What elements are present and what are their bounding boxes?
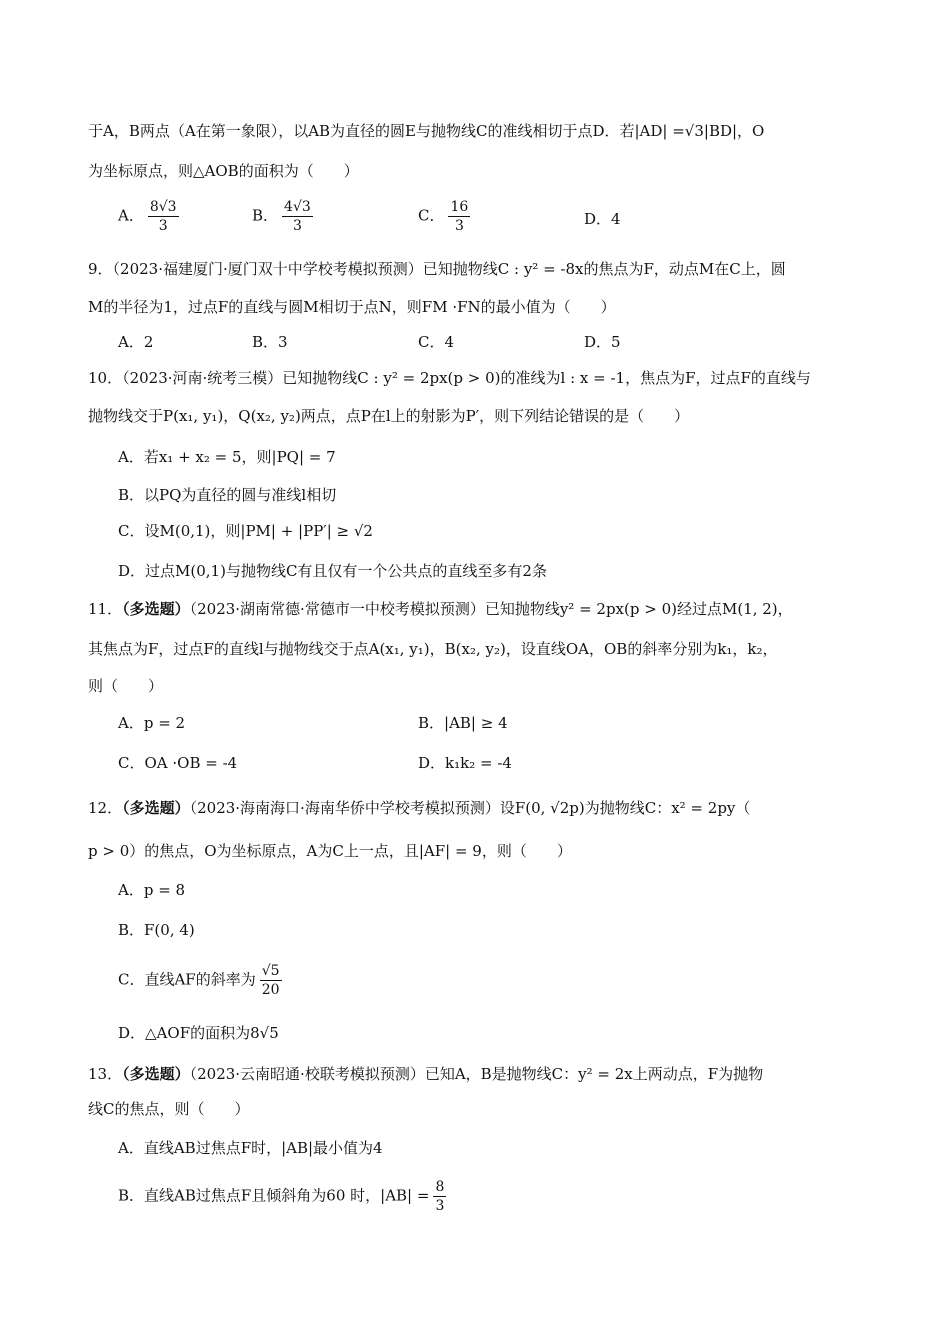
q10-stem-line-2: 抛物线交于P(x₁, y₁)，Q(x₂, y₂)两点，点P在l上的射影为P′，则下列结论错误的是（ ） [88, 407, 690, 425]
q10-option-d: D．过点M(0,1)与抛物线C有且仅有一个公共点的直线至多有2条 [118, 562, 547, 580]
q13-stem-line-2: 线C的焦点，则（ ） [88, 1100, 250, 1118]
q12-option-c: C．直线AF的斜率为 $\frac{√5}{20}$ [118, 963, 280, 998]
q11-option-a: A．p = 2 [118, 714, 186, 732]
q8-stem-line-2: 为坐标原点，则△AOB的面积为（ ） [88, 162, 359, 180]
q9-option-b: B．3 [252, 333, 288, 351]
q13-option-b: B．直线AB过焦点F且倾斜角为60 时，|AB| = $\frac{8}{3}$ [118, 1179, 445, 1214]
q11-stem-line-1: 11．（多选题）（2023·湖南常德·常德市一中校考模拟预测）已知抛物线y² = 2px(p > 0)经过点M(1, 2)， [88, 600, 793, 618]
q9-stem-line-2: M的半径为1，过点F的直线与圆M相切于点N，则FM ·FN的最小值为（ ） [88, 298, 616, 316]
fraction: $\frac{8√3}{3}$ [149, 199, 177, 234]
fraction: $\frac{4√3}{3}$ [284, 199, 311, 234]
q9-option-c: C．4 [418, 333, 455, 351]
multi-select-tag: （多选题） [122, 600, 190, 618]
q11-option-d: D．k₁k₂ = -4 [418, 754, 512, 772]
q10-option-b: B．以PQ为直径的圆与准线l相切 [118, 486, 337, 504]
fraction: $\frac{8}{3}$ [435, 1179, 445, 1214]
q9-option-a: A．2 [118, 333, 154, 351]
fraction: $\frac{√5}{20}$ [261, 963, 280, 998]
q9-stem-line-1: 9．（2023·福建厦门·厦门双十中学校考模拟预测）已知抛物线C : y² = -8x的焦点为F，动点M在C上，圆 [88, 260, 786, 278]
q11-option-c: C．OA ·OB = -4 [118, 754, 238, 772]
q12-stem-line-2: p > 0）的焦点，O为坐标原点，A为C上一点，且|AF| = 9，则（ ） [88, 842, 572, 860]
multi-select-tag: （多选题） [122, 799, 190, 817]
q10-option-c: C．设M(0,1)，则|PM| + |PP′| ≥ √2 [118, 522, 373, 540]
q12-option-d: D．△AOF的面积为8√5 [118, 1024, 279, 1042]
q10-option-a: A．若x₁ + x₂ = 5，则|PQ| = 7 [118, 448, 336, 466]
q12-option-b: B．F(0, 4) [118, 921, 195, 939]
q11-stem-line-3: 则（ ） [88, 677, 164, 695]
q13-stem-line-1: 13．（多选题）（2023·云南昭通·校联考模拟预测）已知A，B是抛物线C：y² = 2x上两动点，F为抛物 [88, 1065, 764, 1083]
q10-stem-line-1: 10．（2023·河南·统考三模）已知抛物线C : y² = 2px(p > 0)的准线为l : x = -1，焦点为F，过点F的直线与 [88, 369, 811, 387]
q11-stem-line-2: 其焦点为F，过点F的直线l与抛物线交于点A(x₁, y₁)，B(x₂, y₂)，设直线OA，OB的斜率分别为k₁，k₂， [88, 640, 778, 658]
q12-stem-line-1: 12．（多选题）（2023·海南海口·海南华侨中学校考模拟预测）设F(0, √2p)为抛物线C：x² = 2py（ [88, 799, 751, 817]
q8-stem-line-1: 于A，B两点（A在第一象限），以AB为直径的圆E与抛物线C的准线相切于点D．若|AD| =√3|BD|，O [88, 122, 765, 140]
q8-option-a: A． $\frac{8√3}{3}$ [118, 199, 177, 234]
q11-option-b: B．|AB| ≥ 4 [418, 714, 508, 732]
q9-option-d: D．5 [584, 333, 621, 351]
q8-option-d: D．4 [584, 210, 621, 228]
q12-option-a: A．p = 8 [118, 881, 186, 899]
fraction: $\frac{16}{3}$ [450, 199, 469, 234]
q8-option-c: C． $\frac{16}{3}$ [418, 199, 469, 234]
multi-select-tag: （多选题） [122, 1065, 190, 1083]
q13-option-a: A．直线AB过焦点F时，|AB|最小值为4 [118, 1139, 383, 1157]
q8-option-b: B． $\frac{4√3}{3}$ [252, 199, 311, 234]
